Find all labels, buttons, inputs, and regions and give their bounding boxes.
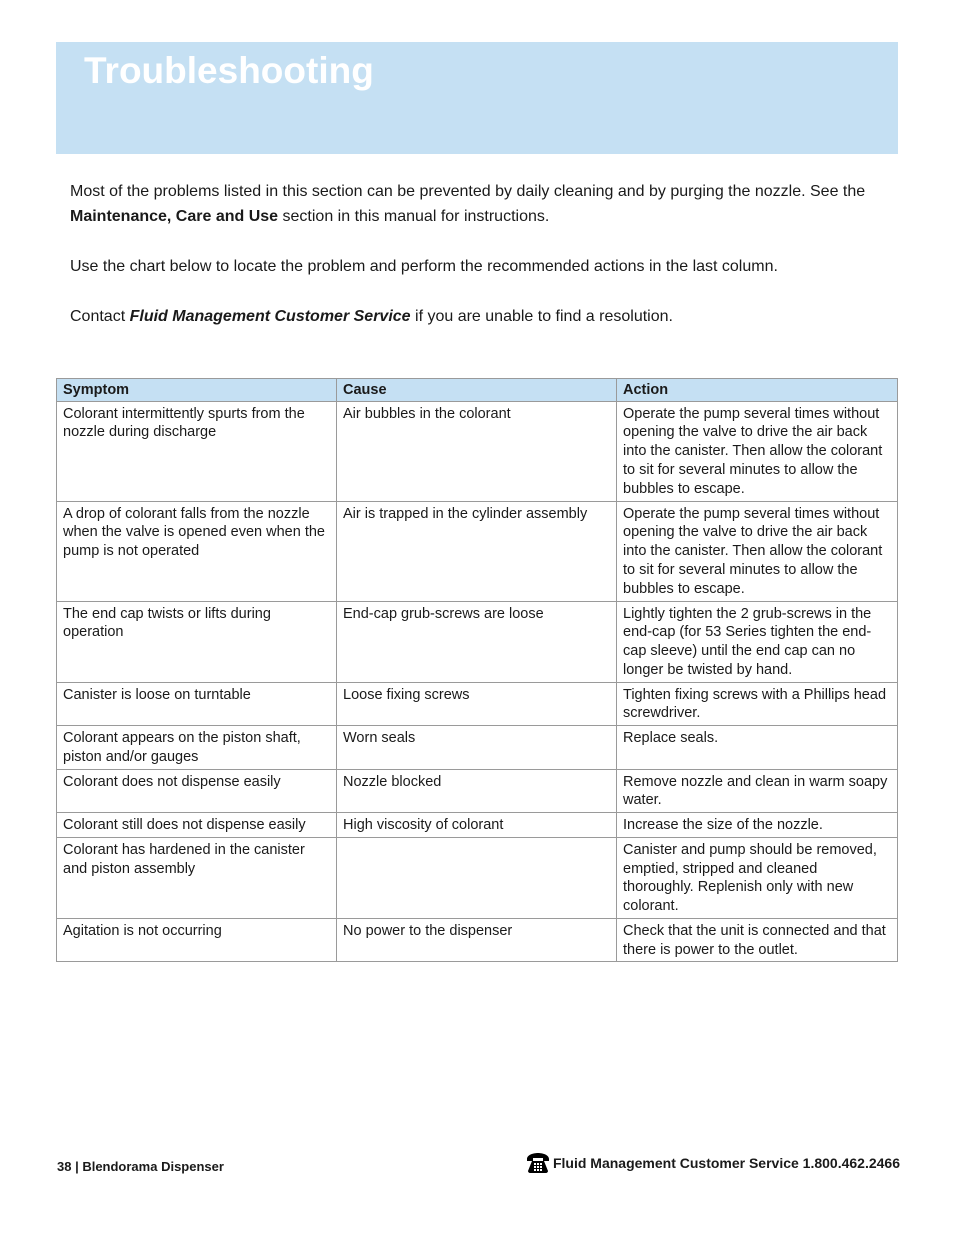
header-symptom: Symptom xyxy=(57,379,337,402)
table-row xyxy=(57,501,898,601)
action-cell: Operate the pump several times without opening the valve to drive the air back into the canister. Then allow the colorant to sit for several minutes to allow the bubbles to escape. xyxy=(617,401,898,501)
intro-text xyxy=(70,179,890,329)
cause-cell: Loose fixing screws xyxy=(337,682,617,725)
intro-paragraph-2: Use the chart below to locate the problem and perform the recommended actions in the last column. xyxy=(70,258,778,275)
table-row xyxy=(57,812,898,837)
telephone-icon xyxy=(525,1153,551,1173)
symptom-cell: Colorant appears on the piston shaft, piston and/or gauges xyxy=(57,726,337,769)
symptom-cell: A drop of colorant falls from the nozzle when the valve is opened even when the pump is not operated xyxy=(57,501,337,601)
footer-page-label: 38 | Blendorama Dispenser xyxy=(57,1159,224,1174)
symptom-cell: Colorant has hardened in the canister and piston assembly xyxy=(57,837,337,918)
table-row xyxy=(57,837,898,918)
table-row xyxy=(57,682,898,725)
action-cell: Check that the unit is connected and that there is power to the outlet. xyxy=(617,918,898,961)
table-row xyxy=(57,401,898,501)
table-row xyxy=(57,769,898,812)
action-cell: Lightly tighten the 2 grub-screws in the end-cap (for 53 Series tighten the end-cap sleeve) until the end cap can no longer be twisted by hand. xyxy=(617,601,898,682)
cause-cell: Nozzle blocked xyxy=(337,769,617,812)
symptom-cell: Colorant intermittently spurts from the nozzle during discharge xyxy=(57,401,337,501)
cause-cell: Air is trapped in the cylinder assembly xyxy=(337,501,617,601)
customer-service-name: Fluid Management Customer Service xyxy=(129,308,411,325)
action-cell: Operate the pump several times without opening the valve to drive the air back into the canister. Then allow the colorant to sit for several minutes to allow the bubbles to escape. xyxy=(617,501,898,601)
header-cause: Cause xyxy=(337,379,617,402)
table-header-row xyxy=(57,379,898,402)
action-cell: Increase the size of the nozzle. xyxy=(617,812,898,837)
footer-contact xyxy=(525,1153,900,1173)
symptom-cell: Colorant still does not dispense easily xyxy=(57,812,337,837)
intro-paragraph-3: Contact Fluid Management Customer Service if you are unable to find a resolution. xyxy=(70,308,673,325)
table-row xyxy=(57,726,898,769)
page-title: Troubleshooting xyxy=(84,50,374,91)
cause-cell: Worn seals xyxy=(337,726,617,769)
action-cell: Replace seals. xyxy=(617,726,898,769)
cause-cell: No power to the dispenser xyxy=(337,918,617,961)
symptom-cell: Canister is loose on turntable xyxy=(57,682,337,725)
cause-cell: End-cap grub-screws are loose xyxy=(337,601,617,682)
title-banner xyxy=(56,42,898,154)
symptom-cell: Agitation is not occurring xyxy=(57,918,337,961)
symptom-cell: Colorant does not dispense easily xyxy=(57,769,337,812)
header-action: Action xyxy=(617,379,898,402)
action-cell: Remove nozzle and clean in warm soapy water. xyxy=(617,769,898,812)
cause-cell xyxy=(337,837,617,918)
table-row xyxy=(57,601,898,682)
cause-cell: High viscosity of colorant xyxy=(337,812,617,837)
footer-contact-text: Fluid Management Customer Service 1.800.462.2466 xyxy=(552,1155,900,1171)
troubleshooting-table xyxy=(56,378,898,962)
action-cell: Canister and pump should be removed, emptied, stripped and cleaned thoroughly. Replenish only with new colorant. xyxy=(617,837,898,918)
action-cell: Tighten fixing screws with a Phillips head screwdriver. xyxy=(617,682,898,725)
manual-section-reference: Maintenance, Care and Use xyxy=(70,208,279,225)
symptom-cell: The end cap twists or lifts during operation xyxy=(57,601,337,682)
intro-paragraph-1: Most of the problems listed in this section can be prevented by daily cleaning and by purging the nozzle. See the Maintenance, Care and Use section in this manual for instructions. xyxy=(70,183,866,225)
cause-cell: Air bubbles in the colorant xyxy=(337,401,617,501)
table-row xyxy=(57,918,898,961)
